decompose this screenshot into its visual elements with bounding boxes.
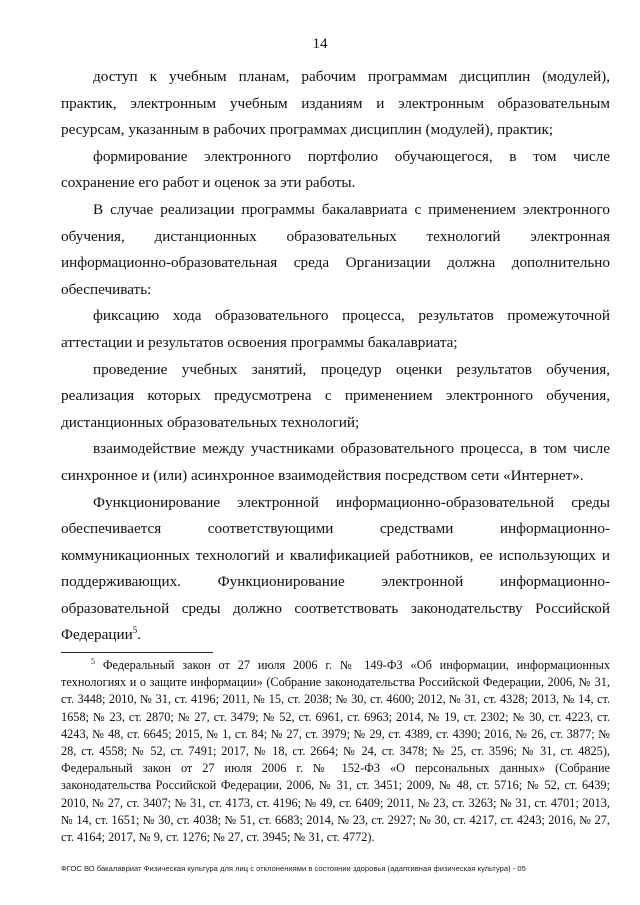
paragraph-interaction: взаимодействие между участниками образовательного процесса, в том числе синхронное и (или) асинхронное взаимодействия посредством сети «Интернет».	[61, 440, 610, 484]
paragraph-functioning	[61, 490, 610, 650]
paragraph-functioning-text: Функционирование электронной информационно-образовательной среды обеспечивается соответствующими средствами информационно-коммуникационных технологий и квалификацией работников, ее использующих и поддерживающих. Функционирование электронной информационно-образовательной среды должно соответствовать законодательству Российской Федерации	[61, 493, 610, 644]
paragraph-conducting-classes: проведение учебных занятий, процедур оценки результатов обучения, реализация которых предусмотрена с применением электронного обучения, дистанционных образовательных технологий;	[61, 360, 610, 431]
footnote-marker: 5	[91, 657, 95, 666]
paragraph-access-plans: доступ к учебным планам, рабочим программам дисциплин (модулей), практик, электронным учебным изданиям и электронным образовательным ресурсам, указанным в рабочих программах дисциплин (модулей), практик;	[61, 68, 610, 139]
paragraph-portfolio: формирование электронного портфолио обучающегося, в том числе сохранение его работ и оценок за эти работы.	[61, 147, 610, 192]
footnote-reference[interactable]: 5	[132, 625, 138, 636]
footnote	[61, 657, 610, 846]
page-footer: ФГОС ВО бакалавриат Физическая культура для лиц с отклонениями в состоянии здоровья (адаптивная физическая культура) - 05	[61, 864, 526, 873]
footnote-text: Федеральный закон от 27 июля 2006 г. № 149-ФЗ «Об информации, информационных технологиях и о защите информации» (Собрание законодательства Российской Федерации, 2006, № 31, ст. 3448; 2010, № 31, ст. 4196; 2011, № 15, ст. 2038; № 30, ст. 4600; 2012, № 31, ст. 4328; 2013, № 14, ст. 1658; № 23, ст. 2870; № 27, ст. 3479; № 52, ст. 6961, ст. 6963; 2014, № 19, ст. 2302; № 30, ст. 4223, ст. 4243, № 48, ст. 6645; 2015, № 1, ст. 84; № 27, ст. 3979; № 29, ст. 4389, ст. 4390; 2016, № 26, ст. 3877; № 28, ст. 4558; № 52, ст. 7491; 2017, № 18, ст. 2664; № 24, ст. 3478; № 25, ст. 3596; № 31, ст. 4825), Федеральный закон от 27 июля 2006 г. № 152-ФЗ «О персональных данных» (Собрание законодательства Российской Федерации, 2006, № 31, ст. 3451; 2009, № 48, ст. 5716; № 52, ст. 6439; 2010, № 27, ст. 3407; № 31, ст. 4173, ст. 4196; № 49, ст. 6409; 2011, № 23, ст. 3263; № 31, ст. 4701; 2013, № 14, ст. 1651; № 30, ст. 4038; № 51, ст. 6683; 2014, № 23, ст. 2927; № 30, ст. 4217, ст. 4243; 2016, № 27, ст. 4164; 2017, № 9, ст. 1276; № 27, ст. 3945; № 31, ст. 4772).	[61, 658, 610, 845]
body-text	[61, 64, 610, 649]
footnote-separator	[61, 652, 213, 653]
paragraph-functioning-end: .	[137, 626, 142, 644]
paragraph-process-recording: фиксацию хода образовательного процесса, результатов промежуточной аттестации и результатов освоения программы бакалавриата;	[61, 307, 610, 351]
paragraph-distance-learning: В случае реализации программы бакалавриата с применением электронного обучения, дистанционных образовательных технологий электронная информационно-образовательная среда Организации должна дополнительно обеспечивать:	[61, 200, 610, 298]
page-number: 14	[312, 36, 328, 52]
